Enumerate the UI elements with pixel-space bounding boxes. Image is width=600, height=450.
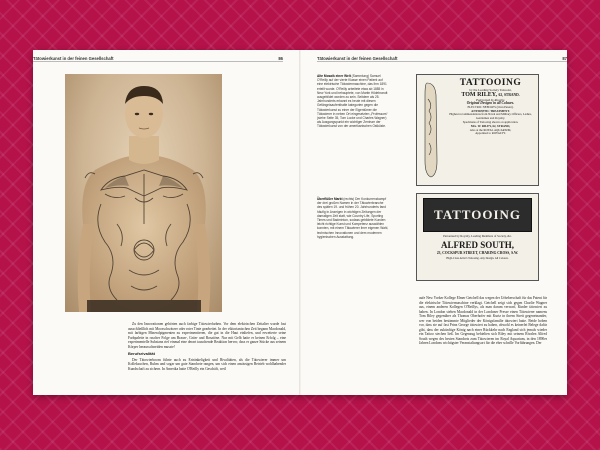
tattooed-man-photo: [65, 74, 222, 312]
ad-riley-name-text: TOM RILEY,: [461, 92, 498, 98]
ad-south-name: ALFRED SOUTH,: [440, 240, 514, 250]
ad-south-footer: High-Class Artist's Tattooing. Any Design. All Colours.: [446, 257, 509, 260]
caption-oreilly-title: Alte Mosaik einer Welt: [317, 74, 351, 78]
ad-riley-line: Appointed to ROYALTY.: [475, 131, 506, 136]
body-paragraph-left: Der Tätowierboom führte auch zu Ertränkeligkeit und Rivalitäten, als die Tätowierer immer um Kolleksuchen, Ruhm und sogar um gute Standorte rangen, um sich einen ansässigen Betrieb wohlhabender Kundschaft zu sichern. In Amerika hatte O'Reilly ein Geschäft, weil: [128, 357, 286, 371]
body-paragraph-right: aufe New Yorker Kollege Elmer Getchell das wegen der Urheberschaft für das Patent für die elektrische Tätowiermaschine verklagt. Getchell zeigt sich gegen Charlie Wagner aus, einem anderen Kollegen O'Reillys, als man darum verwarf, Kinder tätowiert zu haben. In London stehen Macdonald in der Londoner Presse einen Tätowierer namens Tom Riley gegenüber als Thomas Oberhofer mit Kurtz in ihrem Streit gegeneinander, wer von beiden bestimmte Mitglieder der Königsfamilie tätowiert hatte. Beide hoben vor, dass sie auf fast Prinz George tätowiert zu haben, obwohl es keinerlei Belege dafür gibt, dass der zukünftige König nach einer Rückkehr nach England sich jemals wieder ein Tattoo stechen ließ. Im Gegenzug behielten sich Riley mit seinem Rivalen Alfred South wegen des besten Standorts zum Tätowieren im Royal Aquarium, in den 1890er Jahren Londons wichtigster Veranstaltungsort für die eher schrille Vorführungen. Der: [419, 296, 547, 345]
caption-markt: [317, 197, 389, 239]
ad-south-patron: Patronised by Royalty, Leading Members of Society, &c.: [443, 234, 512, 238]
right-body-text: [419, 296, 547, 346]
caption-oreilly: [317, 74, 389, 129]
ad-riley-line: ELECTRIC NEEDLES (Own Patent).: [467, 104, 514, 109]
alfred-south-advertisement: [416, 193, 539, 281]
caption-oreilly-text: (Sammlung) Samuel O'Reilly auf der vierte Klasse einen Patient auf eine elektrische Tätowiermaschine, das ihm 1891 erteilt wurde. O'Reilly arbeitete etwa ab 1885 in New York und behauptete, von Martin Hildebrandt ausgebildet worden zu sein. Seitdem als 25. Jahrhunderts erkannt es heute mit diesen Gefängnisaufenthalte kategorien gegen die Tätowierkunst zu einer der Eigentümer die Tätowierer in neben Ort eingesetzten „Professors“ (siehe Seite 35, Tom Locke und Charles Wagner) als Ausgangspunkt ein wichtiger Zentrum der Tätowierkunst von der amerikanischen Ostküste.: [317, 74, 388, 129]
ad-south-address: 23, COCKSPUR STREET, CHARING CROSS, S.W.: [436, 251, 519, 255]
gutter: [299, 50, 301, 395]
ad-riley-patron: Patronised by Royalty.: [476, 98, 505, 102]
ad-riley-line: ANTISEPTIC TREATMENT.: [471, 108, 510, 113]
running-head-right-title: Tätowierkunst in der feinen Gesellschaft: [317, 56, 398, 61]
ad-riley-by: by the Leading Society Tattooist,: [469, 88, 512, 92]
ad-riley-line: Mrs. W. RILEY, 62, STRAND,: [470, 123, 511, 128]
running-head-left-title: Tätowierkunst in der feinen Gesellschaft: [33, 56, 114, 61]
ad-riley-line: Highest recommendations from Naval and Military Officers, Ladies, Gentlemen and Royalty.: [449, 112, 532, 121]
ad-riley-title: TATTOOING: [459, 78, 522, 88]
ad-south-banner-text: TATTOOING: [433, 207, 522, 222]
ad-riley-line: Also at the ROYAL AQUARIUM,: [469, 127, 512, 132]
caption-markt-text: (rechts) Der Konkurrenzkampf der drei großen Namen in der Tätowierbranche des späten 19. und frühen 20. Jahrhunderts fand häufig in Anzeigen in wichtigen Zeitungen der damaligen Zeit statt, wie Country Life, Sporting Times und Badminton, sodass gebildete Kunden leicht richtige Kunst und Kompetenz auswählen konnten, mit einem Tätowierer ihrer eigenen Wahl, technischen Innovationen und dem modernen hygienischen Ausstattung.: [317, 197, 389, 239]
ad-riley-lines: [443, 102, 538, 136]
running-head-right: [317, 54, 567, 62]
subhead-berufsrivalitaet: Berufsrivalität: [128, 351, 155, 356]
caption-markt-title: Überflüßer Markt: [317, 197, 343, 201]
book-spread: [33, 50, 567, 395]
left-body-text: [128, 322, 286, 371]
page-number-left: 86: [278, 56, 283, 61]
intro-paragraph: Zu den Innovationen gehörten auch farbige Tätowierfarben. Vor dem elektrischen Zeitalter wurde fast ausschließlich mit Moosschwärzer oder roter Tinte gearbeitet. In der viktorianischen Zeit begann Macdonald, mit farbigen Mineralpigmenten zu experimentieren, die gut in die Haut einliefen, und erweiterte seine Farbpalette in rascher Folge um Braun-, Grün- und Rosatöne. Nur mit Gelb hatte er keinen Erfolg – eine experimentelle Substanz rief einmal eine derart tauschende Reaktion hervor, dass er ganze Stücke aus seinem Körper herausschneiden musste!: [128, 322, 286, 349]
ad-south-banner: [423, 198, 532, 232]
running-head-left: [33, 54, 283, 62]
tom-riley-advertisement: [416, 74, 539, 186]
page-number-right: 87: [562, 56, 567, 61]
ad-riley-line: Specimens of Tattooing shown on application.: [462, 119, 519, 124]
ad-riley-addr: 62, STRAND.: [498, 93, 520, 97]
tattooed-arm-illustration: [421, 81, 441, 179]
ad-riley-line: Original Designs in all Colours.: [466, 101, 515, 105]
